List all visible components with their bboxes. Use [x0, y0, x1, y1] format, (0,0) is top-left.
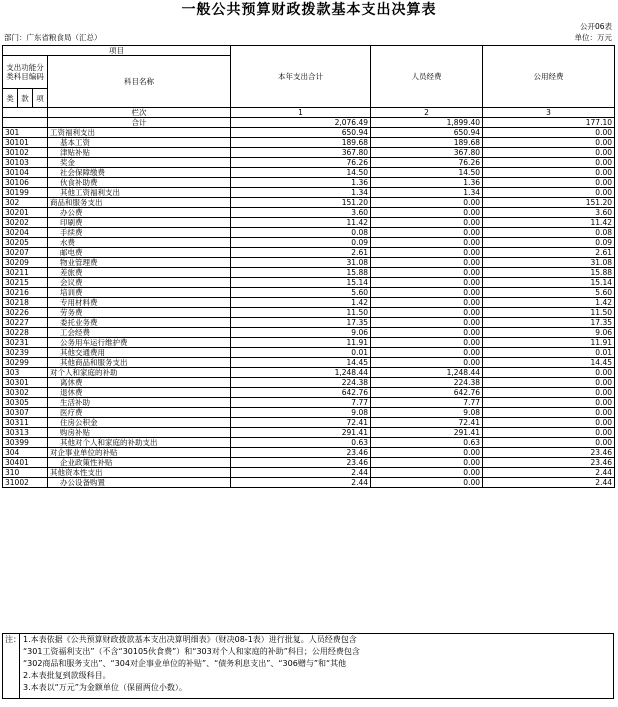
- row-total: 9.08: [231, 408, 371, 418]
- row-name: 伙食补助费: [48, 178, 231, 188]
- table-row: [3, 238, 615, 248]
- row-total: 1.36: [231, 178, 371, 188]
- form-code: 公开06表: [579, 22, 612, 31]
- row-personnel: 0.00: [371, 478, 483, 488]
- row-total: 5.60: [231, 288, 371, 298]
- row-code: 30311: [3, 418, 48, 428]
- row-name: 工资福利支出: [48, 128, 231, 138]
- row-public: 2.61: [483, 248, 615, 258]
- row-code: 30202: [3, 218, 48, 228]
- row-code: 30101: [3, 138, 48, 148]
- row-public: 0.00: [483, 378, 615, 388]
- note-line: “302商品和服务支出”、“304对企事业单位的补贴”、“债务利息支出”、“306赠与”和“其他: [23, 659, 347, 668]
- row-personnel: 0.00: [371, 328, 483, 338]
- total-blank: [3, 118, 48, 128]
- row-public: 11.42: [483, 218, 615, 228]
- row-public: 5.60: [483, 288, 615, 298]
- row-name: 会议费: [48, 278, 231, 288]
- row-name: 津贴补贴: [48, 148, 231, 158]
- row-personnel: 0.00: [371, 298, 483, 308]
- row-personnel: 650.94: [371, 128, 483, 138]
- row-personnel: 367.80: [371, 148, 483, 158]
- row-public: 0.08: [483, 228, 615, 238]
- table-row: [3, 258, 615, 268]
- row-code: 30215: [3, 278, 48, 288]
- row-name: 其他商品和服务支出: [48, 358, 231, 368]
- note-line: “301工资福利支出”（不含“30105伙食费”）和“303对个人和家庭的补助”科目；公用经费包含: [23, 647, 360, 656]
- row-total: 2.44: [231, 468, 371, 478]
- row-total: 9.06: [231, 328, 371, 338]
- row-personnel: 0.00: [371, 238, 483, 248]
- table-row: [3, 218, 615, 228]
- row-name: 劳务费: [48, 308, 231, 318]
- row-personnel: 0.00: [371, 448, 483, 458]
- row-total: 7.77: [231, 398, 371, 408]
- header-class-code: 支出功能分类科目编码: [3, 56, 48, 89]
- notes-body: [19, 634, 611, 698]
- row-name: 退休费: [48, 388, 231, 398]
- row-public: 0.00: [483, 368, 615, 378]
- row-code: 30227: [3, 318, 48, 328]
- row-code: 30226: [3, 308, 48, 318]
- row-name: 离休费: [48, 378, 231, 388]
- row-code: 30102: [3, 148, 48, 158]
- row-personnel: 7.77: [371, 398, 483, 408]
- row-personnel: 9.08: [371, 408, 483, 418]
- row-public: 11.91: [483, 338, 615, 348]
- row-public: 0.00: [483, 398, 615, 408]
- department-label: 部门：广东省粮食局（汇总）: [4, 33, 102, 42]
- total-label: 合计: [48, 118, 231, 128]
- row-name: 社会保障缴费: [48, 168, 231, 178]
- row-name: 购房补贴: [48, 428, 231, 438]
- table-row: [3, 248, 615, 258]
- row-code: 30231: [3, 338, 48, 348]
- row-name: 培训费: [48, 288, 231, 298]
- row-personnel: 0.00: [371, 338, 483, 348]
- row-total: 15.14: [231, 278, 371, 288]
- header-personnel: 人员经费: [371, 46, 483, 108]
- row-public: 23.46: [483, 448, 615, 458]
- row-total: 14.50: [231, 168, 371, 178]
- row-code: 30106: [3, 178, 48, 188]
- row-personnel: 76.26: [371, 158, 483, 168]
- table-row: [3, 398, 615, 408]
- row-name: 印刷费: [48, 218, 231, 228]
- table-row: [3, 318, 615, 328]
- row-personnel: 642.76: [371, 388, 483, 398]
- row-personnel: 0.00: [371, 248, 483, 258]
- row-personnel: 0.00: [371, 268, 483, 278]
- row-name: 邮电费: [48, 248, 231, 258]
- row-public: 11.50: [483, 308, 615, 318]
- row-code: 30313: [3, 428, 48, 438]
- row-name: 委托业务费: [48, 318, 231, 328]
- row-name: 办公费: [48, 208, 231, 218]
- row-total: 31.08: [231, 258, 371, 268]
- unit-label: 单位：万元: [574, 33, 612, 42]
- row-name: 工会经费: [48, 328, 231, 338]
- row-public: 1.42: [483, 298, 615, 308]
- row-personnel: 0.00: [371, 218, 483, 228]
- table-row: [3, 158, 615, 168]
- row-code: 30104: [3, 168, 48, 178]
- row-name: 生活补助: [48, 398, 231, 408]
- row-total: 0.63: [231, 438, 371, 448]
- row-code: 303: [3, 368, 48, 378]
- table-row: [3, 438, 615, 448]
- row-personnel: 0.63: [371, 438, 483, 448]
- header-subject-name: 科目名称: [48, 56, 231, 108]
- row-code: 30211: [3, 268, 48, 278]
- row-total: 151.20: [231, 198, 371, 208]
- row-code: 30239: [3, 348, 48, 358]
- note-line: 2.本表批复到款级科目。: [23, 671, 111, 680]
- note-line: 3.本表以“万元”为金额单位（保留两位小数）。: [23, 683, 187, 692]
- row-public: 0.00: [483, 438, 615, 448]
- total-row: [3, 118, 615, 128]
- table-row: [3, 308, 615, 318]
- header-lei: 类: [3, 89, 18, 108]
- table-row: [3, 338, 615, 348]
- page-title: 一般公共预算财政拨款基本支出决算表: [181, 2, 437, 18]
- header-row-label: 栏次: [48, 108, 231, 118]
- table-row: [3, 478, 615, 488]
- row-personnel: 72.41: [371, 418, 483, 428]
- row-total: 0.08: [231, 228, 371, 238]
- row-code: 30103: [3, 158, 48, 168]
- row-code: 30305: [3, 398, 48, 408]
- header-project: 项目: [3, 46, 231, 56]
- row-name: 住房公积金: [48, 418, 231, 428]
- row-name: 其他交通费用: [48, 348, 231, 358]
- row-code: 304: [3, 448, 48, 458]
- row-code: 30307: [3, 408, 48, 418]
- row-public: 14.45: [483, 358, 615, 368]
- table-row: [3, 328, 615, 338]
- row-personnel: 0.00: [371, 358, 483, 368]
- table-row: [3, 428, 615, 438]
- header-total: 本年支出合计: [231, 46, 371, 108]
- row-name: 办公设备购置: [48, 478, 231, 488]
- table-row: [3, 448, 615, 458]
- row-total: 367.80: [231, 148, 371, 158]
- table-row: [3, 178, 615, 188]
- row-name: 手续费: [48, 228, 231, 238]
- row-personnel: 224.38: [371, 378, 483, 388]
- row-name: 其他对个人和家庭的补助支出: [48, 438, 231, 448]
- row-public: 2.44: [483, 478, 615, 488]
- row-total: 224.38: [231, 378, 371, 388]
- row-public: 0.00: [483, 148, 615, 158]
- row-public: 0.01: [483, 348, 615, 358]
- table-row: [3, 378, 615, 388]
- row-name: 医疗费: [48, 408, 231, 418]
- table-row: [3, 128, 615, 138]
- table-row: [3, 168, 615, 178]
- row-personnel: 0.00: [371, 348, 483, 358]
- row-personnel: 0.00: [371, 458, 483, 468]
- row-code: 30228: [3, 328, 48, 338]
- row-code: 30218: [3, 298, 48, 308]
- row-code: 302: [3, 198, 48, 208]
- row-total: 17.35: [231, 318, 371, 328]
- row-total: 14.45: [231, 358, 371, 368]
- row-total: 2.61: [231, 248, 371, 258]
- row-name: 差旅费: [48, 268, 231, 278]
- table-row: [3, 228, 615, 238]
- row-code: 30299: [3, 358, 48, 368]
- table-row: [3, 138, 615, 148]
- row-public: 0.00: [483, 128, 615, 138]
- row-name: 奖金: [48, 158, 231, 168]
- notes-label: 注：: [5, 635, 21, 644]
- row-name: 专用材料费: [48, 298, 231, 308]
- row-personnel: 0.00: [371, 288, 483, 298]
- header-public: 公用经费: [483, 46, 615, 108]
- row-total: 23.46: [231, 458, 371, 468]
- row-public: 0.00: [483, 188, 615, 198]
- table-row: [3, 298, 615, 308]
- row-total: 11.42: [231, 218, 371, 228]
- table-row: [3, 358, 615, 368]
- row-personnel: 1.34: [371, 188, 483, 198]
- row-code: 30207: [3, 248, 48, 258]
- table-row: [3, 278, 615, 288]
- row-public: 0.00: [483, 138, 615, 148]
- row-total: 11.50: [231, 308, 371, 318]
- row-total: 291.41: [231, 428, 371, 438]
- row-total: 642.76: [231, 388, 371, 398]
- row-personnel: 291.41: [371, 428, 483, 438]
- header-row-index: [3, 108, 615, 118]
- row-personnel: 0.00: [371, 468, 483, 478]
- table-row: [3, 368, 615, 378]
- row-personnel: 1,248.44: [371, 368, 483, 378]
- row-public: 15.88: [483, 268, 615, 278]
- table-row: [3, 458, 615, 468]
- row-public: 0.00: [483, 418, 615, 428]
- header-xiang: 项: [33, 89, 48, 108]
- row-name: 水费: [48, 238, 231, 248]
- row-code: 30204: [3, 228, 48, 238]
- row-total: 11.91: [231, 338, 371, 348]
- table-row: [3, 288, 615, 298]
- row-public: 9.06: [483, 328, 615, 338]
- row-code: 30199: [3, 188, 48, 198]
- row-public: 0.09: [483, 238, 615, 248]
- header-col3: 3: [483, 108, 615, 118]
- row-name: 商品和服务支出: [48, 198, 231, 208]
- row-public: 0.00: [483, 168, 615, 178]
- row-total: 1.34: [231, 188, 371, 198]
- row-public: 2.44: [483, 468, 615, 478]
- row-public: 0.00: [483, 158, 615, 168]
- header-row-project: [3, 46, 615, 56]
- table-row: [3, 418, 615, 428]
- row-personnel: 0.00: [371, 318, 483, 328]
- table-row: [3, 468, 615, 478]
- row-personnel: 0.00: [371, 208, 483, 218]
- row-personnel: 189.68: [371, 138, 483, 148]
- row-personnel: 0.00: [371, 308, 483, 318]
- row-name: 基本工资: [48, 138, 231, 148]
- table-row: [3, 408, 615, 418]
- row-personnel: 1.36: [371, 178, 483, 188]
- row-public: 23.46: [483, 458, 615, 468]
- row-name: 其他工资福利支出: [48, 188, 231, 198]
- row-personnel: 14.50: [371, 168, 483, 178]
- row-code: 30401: [3, 458, 48, 468]
- row-public: 3.60: [483, 208, 615, 218]
- row-name: 对企事业单位的补贴: [48, 448, 231, 458]
- row-code: 310: [3, 468, 48, 478]
- total-public: 177.10: [483, 118, 615, 128]
- row-total: 0.09: [231, 238, 371, 248]
- row-code: 301: [3, 128, 48, 138]
- row-public: 0.00: [483, 388, 615, 398]
- row-total: 189.68: [231, 138, 371, 148]
- row-personnel: 0.00: [371, 228, 483, 238]
- header-index-blank: [3, 108, 48, 118]
- row-total: 3.60: [231, 208, 371, 218]
- row-total: 1.42: [231, 298, 371, 308]
- row-total: 76.26: [231, 158, 371, 168]
- row-public: 0.00: [483, 178, 615, 188]
- total-amount: 2,076.49: [231, 118, 371, 128]
- row-public: 15.14: [483, 278, 615, 288]
- row-total: 1,248.44: [231, 368, 371, 378]
- row-public: 0.00: [483, 408, 615, 418]
- row-code: 30399: [3, 438, 48, 448]
- row-code: 30205: [3, 238, 48, 248]
- row-total: 23.46: [231, 448, 371, 458]
- row-total: 72.41: [231, 418, 371, 428]
- row-name: 对个人和家庭的补助: [48, 368, 231, 378]
- header-kuan: 款: [18, 89, 33, 108]
- expenditure-table: [2, 45, 615, 488]
- table-row: [3, 388, 615, 398]
- row-code: 30216: [3, 288, 48, 298]
- total-personnel: 1,899.40: [371, 118, 483, 128]
- row-code: 30209: [3, 258, 48, 268]
- table-row: [3, 268, 615, 278]
- row-public: 17.35: [483, 318, 615, 328]
- row-personnel: 0.00: [371, 198, 483, 208]
- row-total: 15.88: [231, 268, 371, 278]
- table-row: [3, 208, 615, 218]
- row-total: 0.01: [231, 348, 371, 358]
- row-code: 31002: [3, 478, 48, 488]
- table-row: [3, 348, 615, 358]
- row-public: 0.00: [483, 428, 615, 438]
- table-row: [3, 188, 615, 198]
- row-public: 151.20: [483, 198, 615, 208]
- row-code: 30302: [3, 388, 48, 398]
- table-row: [3, 198, 615, 208]
- header-col1: 1: [231, 108, 371, 118]
- note-line: 1.本表依据《公共预算财政拨款基本支出决算明细表》（财决08-1表）进行批复。人员经费包含: [23, 635, 357, 644]
- row-name: 物业管理费: [48, 258, 231, 268]
- row-public: 31.08: [483, 258, 615, 268]
- notes-box: [2, 633, 614, 699]
- row-personnel: 0.00: [371, 258, 483, 268]
- row-name: 其他资本性支出: [48, 468, 231, 478]
- row-code: 30201: [3, 208, 48, 218]
- table-row: [3, 148, 615, 158]
- row-code: 30301: [3, 378, 48, 388]
- row-name: 公务用车运行维护费: [48, 338, 231, 348]
- row-total: 650.94: [231, 128, 371, 138]
- header-col2: 2: [371, 108, 483, 118]
- row-personnel: 0.00: [371, 278, 483, 288]
- row-name: 企业政策性补贴: [48, 458, 231, 468]
- row-total: 2.44: [231, 478, 371, 488]
